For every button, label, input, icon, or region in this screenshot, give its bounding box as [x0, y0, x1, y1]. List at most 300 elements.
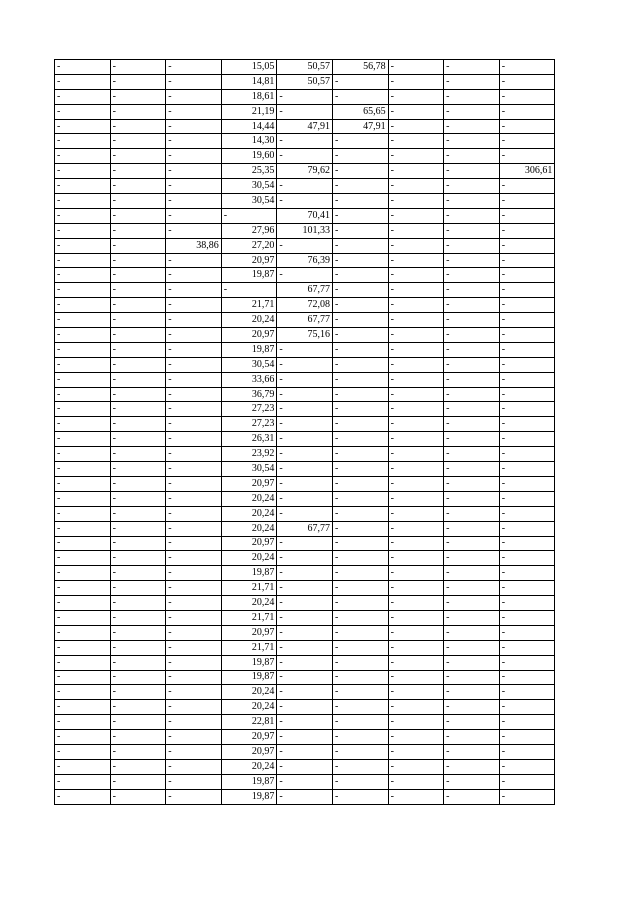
table-cell: - [166, 253, 222, 268]
table-cell: - [444, 536, 500, 551]
table-cell: - [55, 253, 111, 268]
table-cell: - [499, 536, 555, 551]
table-cell: - [499, 789, 555, 804]
table-cell: - [277, 759, 333, 774]
table-cell: 27,96 [221, 223, 277, 238]
table-cell: 20,24 [221, 700, 277, 715]
table-cell: - [332, 730, 388, 745]
table-cell: - [332, 372, 388, 387]
table-row [55, 640, 555, 655]
table-cell: - [110, 640, 166, 655]
table-cell: - [277, 610, 333, 625]
table-cell: - [55, 447, 111, 462]
table-cell: - [499, 625, 555, 640]
table-cell: 76,39 [277, 253, 333, 268]
table-cell: - [277, 640, 333, 655]
table-cell: - [444, 298, 500, 313]
table-row [55, 164, 555, 179]
table-cell: - [166, 74, 222, 89]
table-cell: - [277, 655, 333, 670]
table-cell: - [388, 447, 444, 462]
table-cell: - [499, 670, 555, 685]
table-cell: - [277, 744, 333, 759]
table-row [55, 744, 555, 759]
table-cell: - [55, 372, 111, 387]
table-cell: - [166, 715, 222, 730]
table-row [55, 194, 555, 209]
table-row [55, 208, 555, 223]
table-cell: - [110, 164, 166, 179]
table-cell: - [499, 328, 555, 343]
table-row [55, 625, 555, 640]
table-cell: - [166, 387, 222, 402]
table-cell: - [166, 164, 222, 179]
table-cell: - [388, 238, 444, 253]
table-cell: - [110, 134, 166, 149]
table-cell: 23,92 [221, 447, 277, 462]
table-cell: 67,77 [277, 283, 333, 298]
table-cell: - [388, 89, 444, 104]
table-cell: - [499, 417, 555, 432]
table-cell: - [444, 134, 500, 149]
table-cell: - [166, 134, 222, 149]
table-cell: - [499, 610, 555, 625]
table-cell: - [55, 655, 111, 670]
table-row [55, 104, 555, 119]
table-cell: - [110, 179, 166, 194]
table-cell: - [166, 223, 222, 238]
table-cell: - [388, 581, 444, 596]
table-cell: - [332, 596, 388, 611]
table-cell: - [388, 774, 444, 789]
table-cell: - [166, 328, 222, 343]
table-cell: - [444, 774, 500, 789]
table-cell: - [110, 149, 166, 164]
table-cell: - [499, 238, 555, 253]
table-cell: - [499, 596, 555, 611]
table-cell: - [332, 655, 388, 670]
table-cell: - [332, 491, 388, 506]
table-cell: - [444, 447, 500, 462]
table-cell: - [166, 655, 222, 670]
table-cell: - [388, 253, 444, 268]
table-cell: - [332, 283, 388, 298]
table-cell: - [332, 447, 388, 462]
table-cell: - [388, 342, 444, 357]
table-cell: - [388, 476, 444, 491]
table-cell: - [110, 104, 166, 119]
table-cell: - [110, 700, 166, 715]
table-cell: - [444, 521, 500, 536]
table-cell: 20,24 [221, 491, 277, 506]
table-cell: - [110, 60, 166, 75]
table-cell: - [110, 655, 166, 670]
table-cell: - [444, 119, 500, 134]
table-cell: - [55, 283, 111, 298]
table-cell: - [388, 715, 444, 730]
table-cell: - [110, 387, 166, 402]
table-cell: - [499, 447, 555, 462]
table-cell: - [499, 774, 555, 789]
table-cell: 38,86 [166, 238, 222, 253]
table-cell: - [388, 417, 444, 432]
table-cell: - [444, 238, 500, 253]
table-cell: - [499, 119, 555, 134]
table-cell: - [55, 74, 111, 89]
table-cell: - [444, 372, 500, 387]
table-cell: - [110, 670, 166, 685]
table-cell: 21,71 [221, 640, 277, 655]
table-cell: - [221, 283, 277, 298]
table-cell: - [388, 625, 444, 640]
table-cell: - [55, 715, 111, 730]
table-cell: - [332, 387, 388, 402]
table-cell: - [55, 238, 111, 253]
table-row [55, 179, 555, 194]
table-cell: - [55, 179, 111, 194]
table-cell: 20,24 [221, 759, 277, 774]
table-cell: - [388, 328, 444, 343]
table-cell: - [499, 104, 555, 119]
table-cell: - [55, 60, 111, 75]
table-cell: - [166, 536, 222, 551]
table-cell: - [55, 149, 111, 164]
table-cell: - [110, 685, 166, 700]
table-cell: - [444, 74, 500, 89]
table-cell: - [499, 268, 555, 283]
table-cell: - [166, 670, 222, 685]
table-cell: - [332, 164, 388, 179]
table-cell: - [444, 432, 500, 447]
table-cell: - [110, 581, 166, 596]
table-cell: - [110, 715, 166, 730]
table-cell: - [444, 149, 500, 164]
table-cell: - [499, 298, 555, 313]
table-cell: - [388, 104, 444, 119]
table-cell: 22,81 [221, 715, 277, 730]
table-cell: - [277, 268, 333, 283]
table-cell: - [388, 194, 444, 209]
table-cell: - [55, 730, 111, 745]
table-cell: 50,57 [277, 74, 333, 89]
table-cell: - [332, 521, 388, 536]
table-cell: - [332, 253, 388, 268]
table-cell: - [55, 342, 111, 357]
table-cell: - [388, 700, 444, 715]
table-row [55, 149, 555, 164]
table-cell: - [499, 700, 555, 715]
table-cell: - [499, 402, 555, 417]
table-cell: - [166, 149, 222, 164]
table-cell: - [444, 476, 500, 491]
table-cell: 20,24 [221, 685, 277, 700]
table-cell: - [110, 566, 166, 581]
table-cell: - [55, 194, 111, 209]
table-cell: 27,23 [221, 402, 277, 417]
table-cell: 72,08 [277, 298, 333, 313]
table-cell: - [332, 298, 388, 313]
table-cell: - [277, 506, 333, 521]
table-cell: - [55, 491, 111, 506]
table-cell: - [110, 223, 166, 238]
table-cell: 20,24 [221, 551, 277, 566]
table-cell: - [110, 774, 166, 789]
table-cell: - [388, 640, 444, 655]
table-cell: - [444, 744, 500, 759]
table-cell: - [166, 506, 222, 521]
table-cell: - [110, 744, 166, 759]
table-cell: - [166, 551, 222, 566]
table-cell: 47,91 [277, 119, 333, 134]
table-cell: - [332, 625, 388, 640]
table-cell: - [55, 462, 111, 477]
table-cell: 67,77 [277, 313, 333, 328]
table-cell: - [444, 179, 500, 194]
table-row [55, 89, 555, 104]
table-cell: - [110, 298, 166, 313]
table-cell: 50,57 [277, 60, 333, 75]
table-cell: - [332, 774, 388, 789]
table-cell: - [166, 447, 222, 462]
table-cell: - [444, 462, 500, 477]
table-cell: - [499, 134, 555, 149]
table-cell: - [444, 253, 500, 268]
table-cell: - [444, 506, 500, 521]
table-cell: 101,33 [277, 223, 333, 238]
table-row [55, 685, 555, 700]
table-cell: - [499, 432, 555, 447]
table-row [55, 238, 555, 253]
table-cell: 30,54 [221, 194, 277, 209]
table-cell: - [388, 268, 444, 283]
table-cell: - [444, 715, 500, 730]
table-cell: - [277, 670, 333, 685]
table-cell: - [499, 581, 555, 596]
table-cell: - [388, 610, 444, 625]
table-cell: - [332, 462, 388, 477]
table-cell: - [444, 789, 500, 804]
table-cell: - [55, 670, 111, 685]
table-cell: 56,78 [332, 60, 388, 75]
table-cell: - [444, 670, 500, 685]
table-cell: - [166, 596, 222, 611]
table-cell: - [277, 625, 333, 640]
table-cell: 75,16 [277, 328, 333, 343]
table-cell: - [388, 60, 444, 75]
table-cell: - [55, 119, 111, 134]
table-cell: - [332, 402, 388, 417]
table-cell: 30,54 [221, 357, 277, 372]
table-cell: - [55, 164, 111, 179]
table-cell: - [55, 432, 111, 447]
table-cell: - [166, 700, 222, 715]
table-cell: - [110, 625, 166, 640]
table-cell: - [55, 581, 111, 596]
table-cell: - [166, 476, 222, 491]
table-cell: - [388, 357, 444, 372]
table-cell: - [277, 194, 333, 209]
table-cell: - [499, 60, 555, 75]
table-cell: - [388, 164, 444, 179]
table-cell: - [388, 179, 444, 194]
table-cell: - [388, 208, 444, 223]
table-cell: 30,54 [221, 462, 277, 477]
table-cell: - [110, 74, 166, 89]
table-cell: - [388, 402, 444, 417]
table-cell: 19,87 [221, 342, 277, 357]
table-cell: - [499, 491, 555, 506]
table-cell: - [332, 89, 388, 104]
table-cell: - [499, 655, 555, 670]
table-cell: - [388, 283, 444, 298]
table-cell: - [277, 715, 333, 730]
table-cell: 14,81 [221, 74, 277, 89]
table-cell: - [277, 596, 333, 611]
table-row [55, 581, 555, 596]
table-cell: - [166, 774, 222, 789]
table-cell: 20,24 [221, 521, 277, 536]
table-cell: - [166, 342, 222, 357]
table-cell: - [388, 759, 444, 774]
table-cell: - [444, 551, 500, 566]
table-row [55, 670, 555, 685]
table-cell: - [110, 536, 166, 551]
table-cell: - [55, 387, 111, 402]
table-cell: - [55, 625, 111, 640]
table-cell: 19,87 [221, 789, 277, 804]
table-cell: - [444, 730, 500, 745]
table-cell: - [332, 432, 388, 447]
table-cell: - [388, 506, 444, 521]
table-cell: - [499, 357, 555, 372]
table-cell: - [277, 685, 333, 700]
table-cell: - [388, 730, 444, 745]
table-cell: - [332, 789, 388, 804]
table-cell: - [444, 387, 500, 402]
table-row [55, 610, 555, 625]
table-cell: - [277, 387, 333, 402]
table-cell: - [388, 223, 444, 238]
table-cell: 33,66 [221, 372, 277, 387]
table-cell: 47,91 [332, 119, 388, 134]
table-body [55, 60, 555, 805]
table-cell: - [499, 685, 555, 700]
table-cell: - [388, 462, 444, 477]
table-cell: - [444, 283, 500, 298]
table-cell: - [332, 759, 388, 774]
table-cell: - [444, 342, 500, 357]
table-cell: - [55, 223, 111, 238]
table-cell: 306,61 [499, 164, 555, 179]
table-cell: - [277, 372, 333, 387]
table-cell: - [166, 730, 222, 745]
table-cell: - [388, 536, 444, 551]
table-cell: 19,87 [221, 655, 277, 670]
table-cell: - [388, 789, 444, 804]
table-cell: - [499, 387, 555, 402]
table-cell: - [499, 194, 555, 209]
table-cell: - [110, 447, 166, 462]
table-cell: - [166, 640, 222, 655]
table-cell: 20,97 [221, 253, 277, 268]
table-cell: 21,19 [221, 104, 277, 119]
table-cell: - [55, 744, 111, 759]
table-row [55, 506, 555, 521]
table-cell: - [444, 625, 500, 640]
table-cell: - [332, 536, 388, 551]
table-cell: - [388, 566, 444, 581]
table-cell: 20,97 [221, 730, 277, 745]
table-cell: - [499, 462, 555, 477]
table-cell: 19,60 [221, 149, 277, 164]
table-cell: - [110, 759, 166, 774]
table-cell: - [166, 119, 222, 134]
table-cell: - [444, 164, 500, 179]
table-cell: - [499, 476, 555, 491]
table-cell: - [332, 194, 388, 209]
table-row [55, 715, 555, 730]
table-cell: - [277, 402, 333, 417]
table-cell: - [55, 759, 111, 774]
table-row [55, 387, 555, 402]
table-cell: - [388, 119, 444, 134]
table-cell: - [277, 89, 333, 104]
table-cell: - [221, 208, 277, 223]
table-cell: - [444, 596, 500, 611]
table-cell: - [166, 744, 222, 759]
table-cell: - [277, 700, 333, 715]
table-cell: - [166, 789, 222, 804]
table-cell: - [444, 759, 500, 774]
table-cell: - [499, 179, 555, 194]
table-row [55, 74, 555, 89]
table-cell: 15,05 [221, 60, 277, 75]
table-cell: - [277, 134, 333, 149]
table-row [55, 655, 555, 670]
table-cell: - [55, 298, 111, 313]
table-cell: - [110, 730, 166, 745]
table-cell: - [499, 730, 555, 745]
table-cell: - [166, 625, 222, 640]
table-cell: - [110, 313, 166, 328]
table-cell: - [55, 610, 111, 625]
table-cell: - [277, 432, 333, 447]
table-cell: - [277, 238, 333, 253]
table-cell: - [277, 581, 333, 596]
table-cell: - [277, 476, 333, 491]
table-cell: - [55, 551, 111, 566]
table-row [55, 342, 555, 357]
table-cell: - [332, 149, 388, 164]
table-cell: - [55, 417, 111, 432]
table-cell: 19,87 [221, 566, 277, 581]
table-row [55, 521, 555, 536]
table-cell: - [110, 328, 166, 343]
table-cell: - [332, 581, 388, 596]
table-cell: 19,87 [221, 670, 277, 685]
table-cell: - [444, 328, 500, 343]
table-cell: - [55, 104, 111, 119]
table-cell: - [444, 357, 500, 372]
table-cell: - [166, 372, 222, 387]
table-cell: - [499, 89, 555, 104]
table-cell: - [55, 596, 111, 611]
table-cell: - [166, 179, 222, 194]
table-row [55, 432, 555, 447]
table-cell: - [388, 313, 444, 328]
table-row [55, 491, 555, 506]
table-cell: - [332, 342, 388, 357]
